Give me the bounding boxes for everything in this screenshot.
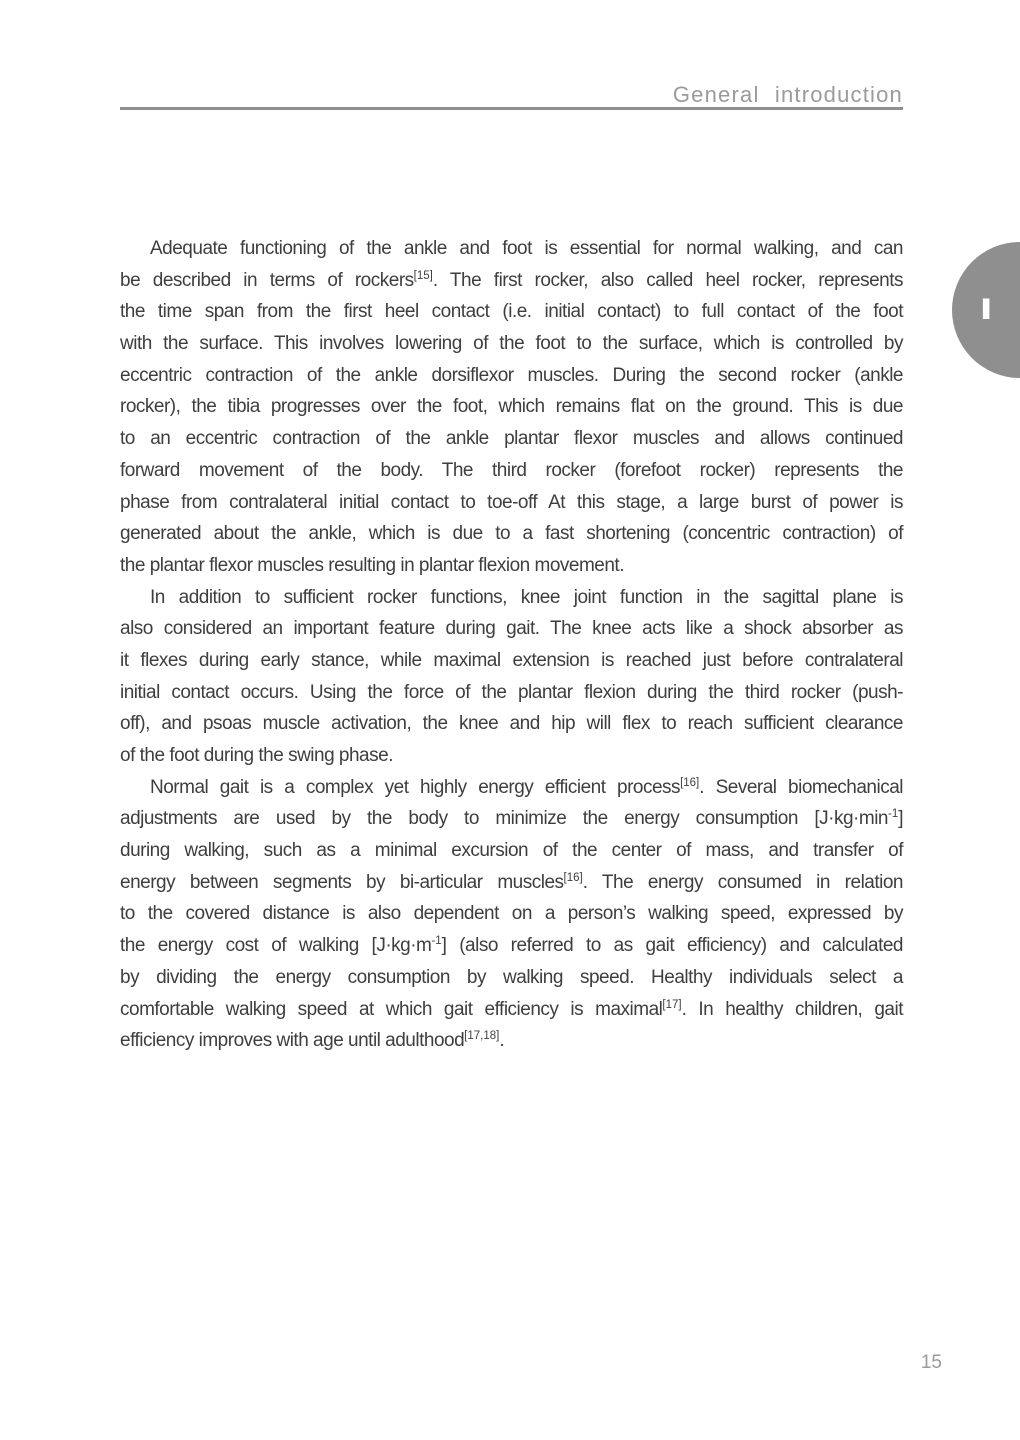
text-line: rocker), the tibia progresses over the foot, which remains flat on the ground. This is due	[120, 396, 903, 418]
header-rule	[120, 107, 903, 110]
text-line: forward movement of the body. The third rocker (forefoot rocker) represents the	[120, 459, 903, 481]
text-line: generated about the ankle, which is due to a fast shortening (concentric contraction) of	[120, 523, 903, 545]
text-line: the time span from the first heel contact (i.e. initial contact) to full contact of the foot	[120, 301, 903, 323]
text-line: to the covered distance is also dependent on a person’s walking speed, expressed by	[120, 903, 903, 925]
body-text	[120, 233, 903, 1057]
page-number: 15	[920, 1352, 942, 1373]
text-line: In addition to sufficient rocker functions, knee joint function in the sagittal plane is	[150, 586, 903, 608]
text-line: Normal gait is a complex yet highly energy efficient process[16]. Several biomechanical	[150, 776, 903, 798]
chapter-tab	[952, 242, 1020, 378]
text-line: of the foot during the swing phase.	[120, 745, 393, 766]
paragraph-rockers	[120, 233, 903, 582]
paragraph-gait-efficiency	[120, 772, 903, 1057]
text-line: comfortable walking speed at which gait efficiency is maximal[17]. In healthy children, gait	[120, 998, 903, 1020]
text-line: eccentric contraction of the ankle dorsiflexor muscles. During the second rocker (ankle	[120, 364, 903, 386]
text-line: the energy cost of walking $[J\cdot kg\cdot m^{-1}]$ (also referred to as gait efficiency) and calculated	[120, 935, 903, 957]
text-line: be described in terms of rockers[15]. The first rocker, also called heel rocker, represents	[120, 269, 903, 291]
text-line: it flexes during early stance, while maximal extension is reached just before contralateral	[120, 649, 903, 671]
text-line: energy between segments by bi-articular muscles[16]. The energy consumed in relation	[120, 871, 903, 893]
text-line: to an eccentric contraction of the ankle plantar flexor muscles and allows continued	[120, 428, 903, 450]
text-line: the plantar flexor muscles resulting in plantar flexion movement.	[120, 554, 624, 576]
text-line: off), and psoas muscle activation, the knee and hip will flex to reach sufficient clearance	[120, 713, 903, 735]
text-line: phase from contralateral initial contact to toe-off At this stage, a large burst of power is	[120, 491, 903, 513]
text-line: efficiency improves with age until adulthood[17,18].	[120, 1030, 505, 1052]
text-line: Adequate functioning of the ankle and foot is essential for normal walking, and can	[150, 238, 903, 259]
text-line: initial contact occurs. Using the force of the plantar flexion during the third rocker (push-	[120, 681, 903, 703]
text-line: by dividing the energy consumption by walking speed. Healthy individuals select a	[120, 966, 903, 988]
chapter-number-label: I	[979, 293, 993, 326]
text-line: also considered an important feature during gait. The knee acts like a shock absorber as	[120, 618, 903, 640]
paragraph-knee-function	[120, 582, 903, 772]
text-line: adjustments are used by the body to minimize the energy consumption $[J\cdot kg\cdot\min^{-1}]$	[120, 808, 903, 830]
text-line: during walking, such as a minimal excursion of the center of mass, and transfer of	[120, 840, 903, 862]
text-line: with the surface. This involves lowering of the foot to the surface, which is controlled by	[120, 333, 903, 355]
running-head: General introduction	[672, 82, 903, 107]
